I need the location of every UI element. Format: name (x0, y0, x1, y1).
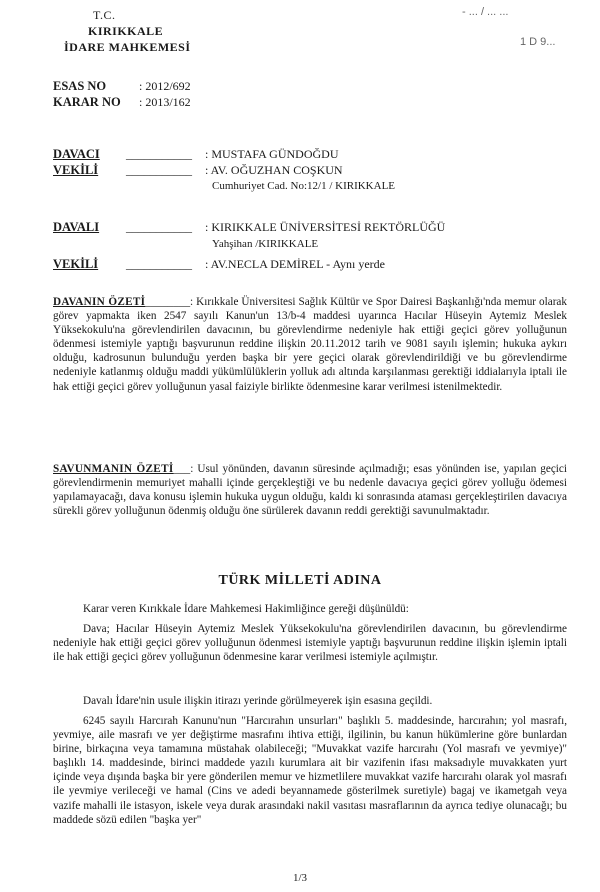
header-court: İDARE MAHKEMESİ (64, 40, 191, 54)
davaci-label: DAVACI (53, 147, 100, 161)
vekili-1-dash: ___________ (126, 163, 192, 177)
body-p1: Karar veren Kırıkkale İdare Mahkemesi Hakimliğince gereği düşünüldü: (83, 603, 409, 615)
body-p3: Davalı İdare'nin usule ilişkin itirazı yerinde görülmeyerek işin esasına geçildi. (83, 695, 433, 707)
vekili-2-value: : AV.NECLA DEMİREL - Aynı yerde (205, 257, 386, 271)
davanin-ozeti-dash: ________ (145, 296, 191, 308)
vekili-1-address: Cumhuriyet Cad. No:12/1 / KIRIKKALE (212, 180, 396, 192)
corner-handwriting-second: 1 D 9... (520, 36, 556, 48)
corner-handwriting-top: - ... / ... ... (462, 6, 509, 18)
vekili-1-label: VEKİLİ (53, 163, 99, 177)
esas-label: ESAS NO (53, 79, 107, 93)
karar-label: KARAR NO (53, 95, 121, 109)
davaci-value: : MUSTAFA GÜNDOĞDU (205, 147, 339, 161)
vekili-1-value: : AV. OĞUZHAN COŞKUN (205, 163, 343, 177)
header-city: KIRIKKALE (88, 24, 164, 38)
decision-title: TÜRK MİLLETİ ADINA (218, 573, 382, 588)
savunmanin-ozeti-label: SAVUNMANIN ÖZETİ (53, 463, 174, 475)
davaci-dash: ___________ (126, 147, 192, 161)
davali-dash: ___________ (126, 220, 192, 234)
savunmanin-ozeti-text: : Usul yönünden, davanın süresinde açılmadığı; esas yönünden ise, yapılan geçici görevlendirmenin memuriyet mahalli içinde gerçekleştiği ve bu nedenle davacıya geçici görev yolluğu ödemesi yapılamayacağı, dava konusu işlemin hukuka uygun olduğu, kaldı ki sonrasında ataması gerçekleştirilen davacıya sürekli görev yolluğunun ödenmiş olduğu öne sürülerek davanın reddi gerektiği savunulmaktadır. (53, 463, 567, 518)
davanin-ozeti-label: DAVANIN ÖZETİ (53, 296, 146, 308)
karar-value: : 2013/162 (139, 95, 191, 109)
vekili-2-label: VEKİLİ (53, 257, 99, 271)
davanin-ozeti-section (53, 295, 567, 445)
body-p2: Dava; Hacılar Hüseyin Aytemiz Meslek Yüksekokulu'na görevlendirilen davacının, bu görevlendirme nedeniyle hak ettiği geçici görev yolluğunun ödenmesi istemiyle yaptığı başvurunun reddine ilişkin işlemin iptali ile hak ettiği geçici görev yolluğunun ödenmesine karar verilmesi istemiyle açılmıştır. (53, 623, 567, 664)
page-number: 1/3 (292, 872, 308, 884)
davali-address: Yahşihan /KIRIKKALE (212, 238, 319, 250)
davali-value: : KIRIKKALE ÜNİVERSİTESİ REKTÖRLÜĞÜ (205, 220, 446, 234)
body-p4: 6245 sayılı Harcırah Kanunu'nun "Harcırahın unsurları" başlıklı 5. maddesinde, harcırahın; yol masrafı, yevmiye, aile masrafı ve yer değiştirme masrafını ihtiva ettiği, ilgilinin, bu kanun hükümlerine göre bunlardan birine, birkaçına veya tamamına müstahak olabileceği; "Muvakkat vazife harcırahı (Yol masrafı ve yevmiye)" başlıklı 14. maddesinde, birinci maddede yazılı kurumlara ait bir vazifenin ifası maksadıyle muvakkaten yurt içinde veya dışında başka bir yere gönderilen memur ve hizmetlilere muvakkat vazife harcırahı olarak yol masrafı ile yevmiye verileceği ve hamal (Cins ve adedi beyannamede gösterilmek suretiyle) bagaj ve ikametgah veya vazife mahalli ile istasyon, iskele veya durak arasındaki nakil vasıtası masraflarının da ayrıca tediye olunacağı; bu maddede sözü edilen "başka yer" (53, 715, 567, 826)
header-tc: T.C. (93, 8, 116, 22)
savunmanin-ozeti-section (53, 462, 567, 552)
savunmanin-ozeti-dash: ___ (173, 463, 191, 475)
davali-label: DAVALI (53, 220, 100, 234)
vekili-2-dash: ___________ (126, 257, 192, 271)
davanin-ozeti-text: : Kırıkkale Üniversitesi Sağlık Kültür ve Spor Dairesi Başkanlığı'nda memur olarak görev yapmakta iken 2547 sayılı Kanun'un 13/b-4 maddesi uyarınca Hacılar Hüseyin Aytemiz Meslek Yüksekokulu'na görevlendirilen davacının, bu görevlendirme nedeniyle hak ettiği geçici görev yolluğunun ödenmesi istemiyle yaptığı başvurunun reddine ilişkin 20.11.2012 tarih ve 9081 sayılı işlemin; hukuka aykırı olduğu, kadrosunun bulunduğu yerden başka bir yere geçici olarak görevlendirildiği ve bu görevlendirme nedeniyle katlanmış olduğu maddi yükümlülüklerin yolluk adı altında karşılanması gerektiği iddialarıyla iptali ile hak ettiği geçici görev yolluğunun yasal faiziyle birlikte ödenmesine karar verilmesi istenilmektedir. (53, 296, 567, 393)
esas-value: : 2012/692 (139, 79, 191, 93)
